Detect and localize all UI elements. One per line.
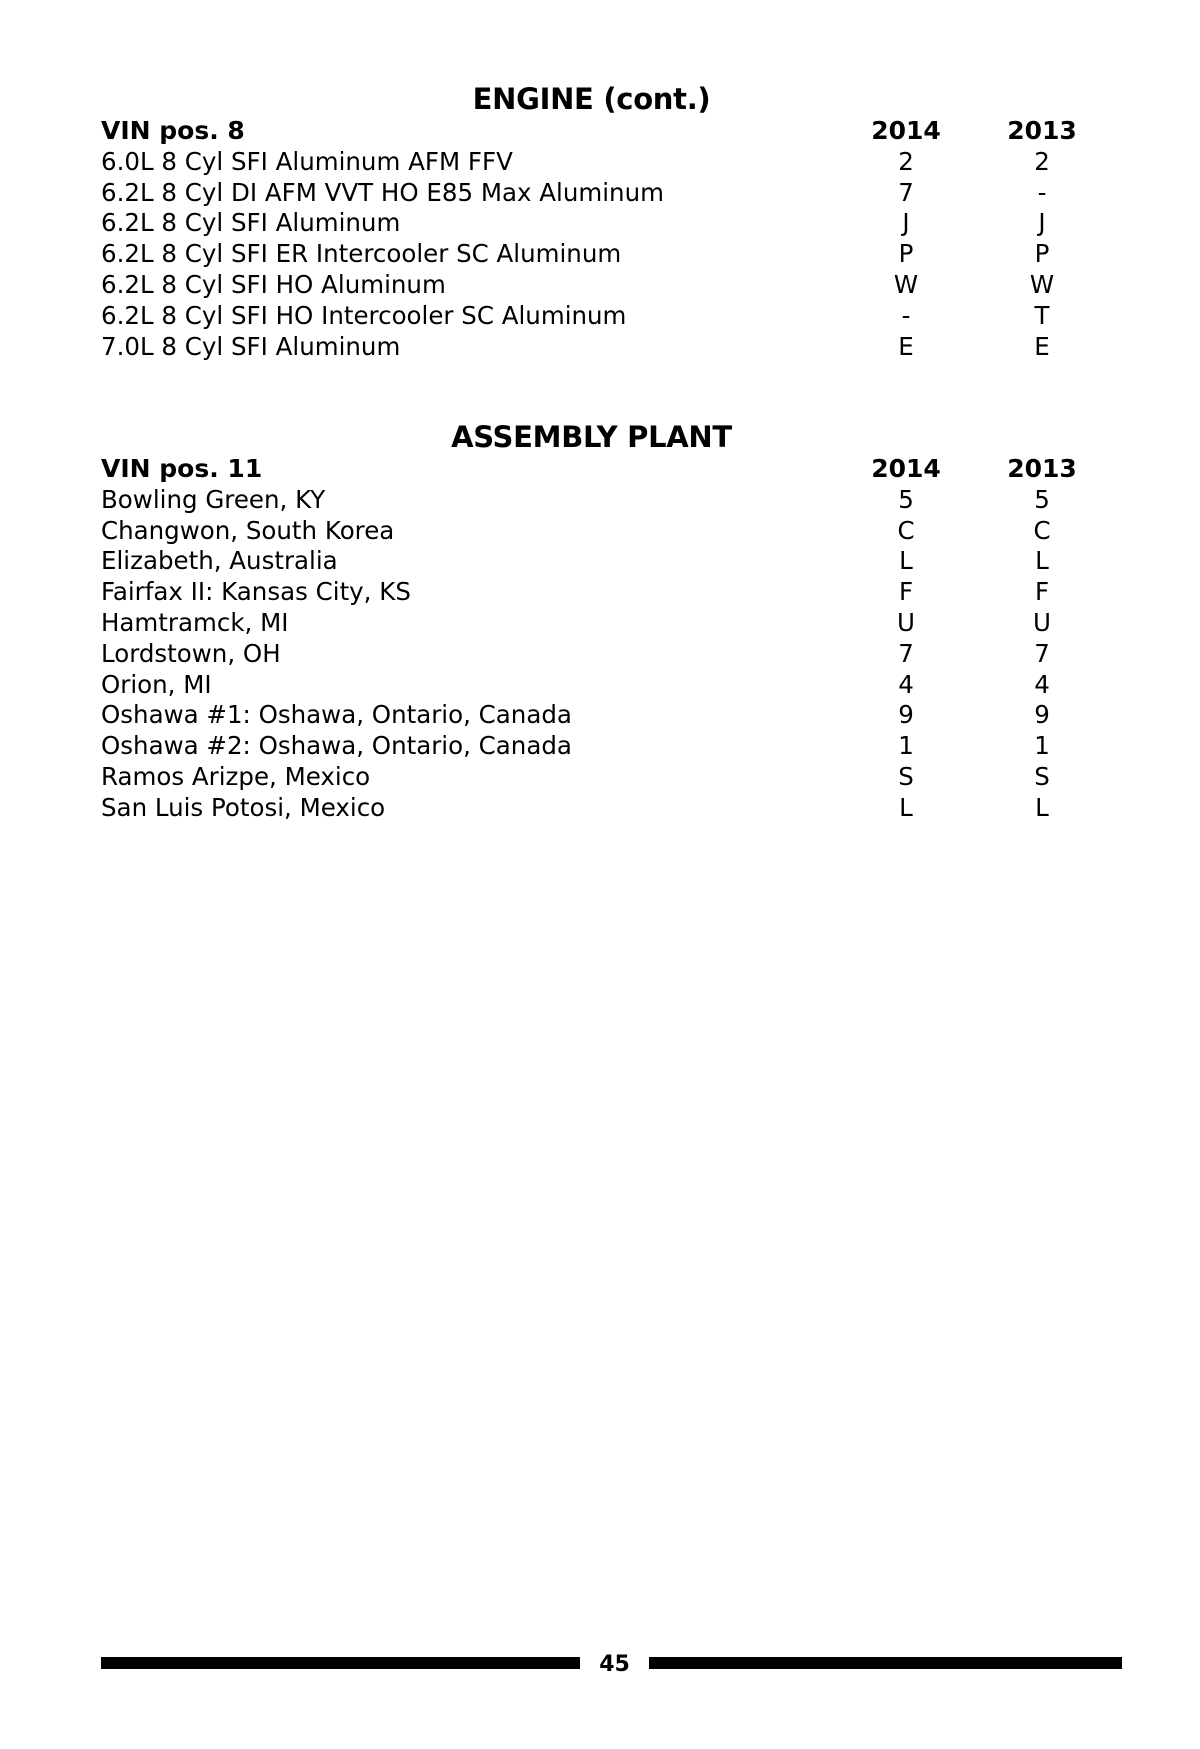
table-header: [101, 116, 1082, 147]
table-row: [101, 485, 1082, 516]
row-label: Orion, MI: [101, 669, 212, 699]
row-value-2013: L: [1035, 546, 1049, 576]
page-number: 45: [599, 1652, 630, 1677]
column-header-2014: 2014: [871, 116, 941, 145]
row-label: San Luis Potosi, Mexico: [101, 792, 386, 822]
table-row: [101, 239, 1082, 270]
column-header-label: VIN pos. 11: [101, 454, 263, 483]
table-row: [101, 178, 1082, 209]
row-value-2014: 7: [898, 177, 914, 207]
engine-rows: [101, 147, 1082, 363]
table-row: [101, 301, 1082, 332]
table-row: [101, 793, 1082, 824]
table-row: [101, 546, 1082, 577]
row-value-2014: L: [899, 792, 913, 822]
row-label: Fairfax II: Kansas City, KS: [101, 577, 411, 607]
column-header-2014: 2014: [871, 454, 941, 483]
row-value-2013: E: [1034, 331, 1050, 361]
row-label: 6.2L 8 Cyl SFI HO Intercooler SC Aluminum: [101, 300, 627, 330]
row-value-2013: F: [1034, 577, 1050, 607]
row-value-2013: U: [1033, 607, 1051, 637]
row-label: Bowling Green, KY: [101, 484, 326, 514]
row-value-2014: C: [897, 515, 915, 545]
row-value-2013: 2: [1034, 146, 1050, 176]
row-value-2013: T: [1034, 300, 1050, 330]
row-value-2013: J: [1038, 208, 1046, 238]
row-value-2013: 7: [1034, 638, 1050, 668]
table-row: [101, 516, 1082, 547]
row-value-2013: 4: [1034, 669, 1050, 699]
table-row: [101, 147, 1082, 178]
row-value-2013: 9: [1034, 700, 1050, 730]
row-value-2013: 5: [1034, 484, 1050, 514]
row-label: 6.2L 8 Cyl SFI HO Aluminum: [101, 269, 446, 299]
row-value-2014: J: [902, 208, 910, 238]
row-value-2013: S: [1034, 761, 1050, 791]
row-label: Oshawa #2: Oshawa, Ontario, Canada: [101, 731, 572, 761]
row-value-2014: S: [898, 761, 914, 791]
row-label: Ramos Arizpe, Mexico: [101, 761, 371, 791]
row-value-2014: 1: [898, 731, 914, 761]
footer-rule-left: [101, 1657, 580, 1669]
row-label: Hamtramck, MI: [101, 607, 289, 637]
row-label: 7.0L 8 Cyl SFI Aluminum: [101, 331, 401, 361]
row-value-2013: C: [1033, 515, 1051, 545]
row-value-2014: P: [898, 239, 914, 269]
row-value-2014: 4: [898, 669, 914, 699]
row-value-2013: P: [1034, 239, 1050, 269]
row-value-2013: W: [1029, 269, 1055, 299]
table-row: [101, 577, 1082, 608]
row-value-2014: L: [899, 546, 913, 576]
row-label: Lordstown, OH: [101, 638, 281, 668]
row-value-2014: E: [898, 331, 914, 361]
assembly-rows: [101, 485, 1082, 824]
row-label: 6.2L 8 Cyl DI AFM VVT HO E85 Max Aluminum: [101, 177, 664, 207]
row-label: Elizabeth, Australia: [101, 546, 338, 576]
row-label: Oshawa #1: Oshawa, Ontario, Canada: [101, 700, 572, 730]
table-row: [101, 700, 1082, 731]
row-value-2013: L: [1035, 792, 1049, 822]
row-value-2014: U: [897, 607, 915, 637]
column-header-2013: 2013: [1007, 116, 1077, 145]
section-title: ASSEMBLY PLANT: [451, 420, 732, 454]
table-row: [101, 332, 1082, 363]
row-value-2014: -: [901, 300, 911, 330]
row-label: Changwon, South Korea: [101, 515, 395, 545]
table-row: [101, 731, 1082, 762]
section-title: ENGINE (cont.): [472, 82, 711, 116]
table-row: [101, 639, 1082, 670]
row-value-2014: F: [898, 577, 914, 607]
table-row: [101, 670, 1082, 701]
row-label: 6.2L 8 Cyl SFI ER Intercooler SC Aluminum: [101, 239, 622, 269]
column-header-label: VIN pos. 8: [101, 116, 245, 145]
row-value-2014: 9: [898, 700, 914, 730]
column-header-2013: 2013: [1007, 454, 1077, 483]
row-label: 6.2L 8 Cyl SFI Aluminum: [101, 208, 401, 238]
row-value-2014: W: [893, 269, 919, 299]
row-value-2014: 5: [898, 484, 914, 514]
page-footer: [101, 1650, 1122, 1684]
engine-section: [101, 82, 1082, 362]
table-header: [101, 454, 1082, 485]
row-value-2013: 1: [1034, 731, 1050, 761]
row-label: 6.0L 8 Cyl SFI Aluminum AFM FFV: [101, 146, 513, 176]
table-row: [101, 270, 1082, 301]
footer-rule-right: [649, 1657, 1122, 1669]
table-row: [101, 208, 1082, 239]
table-row: [101, 608, 1082, 639]
table-row: [101, 762, 1082, 793]
row-value-2014: 7: [898, 638, 914, 668]
assembly-plant-section: [101, 420, 1082, 824]
row-value-2013: -: [1037, 177, 1047, 207]
row-value-2014: 2: [898, 146, 914, 176]
